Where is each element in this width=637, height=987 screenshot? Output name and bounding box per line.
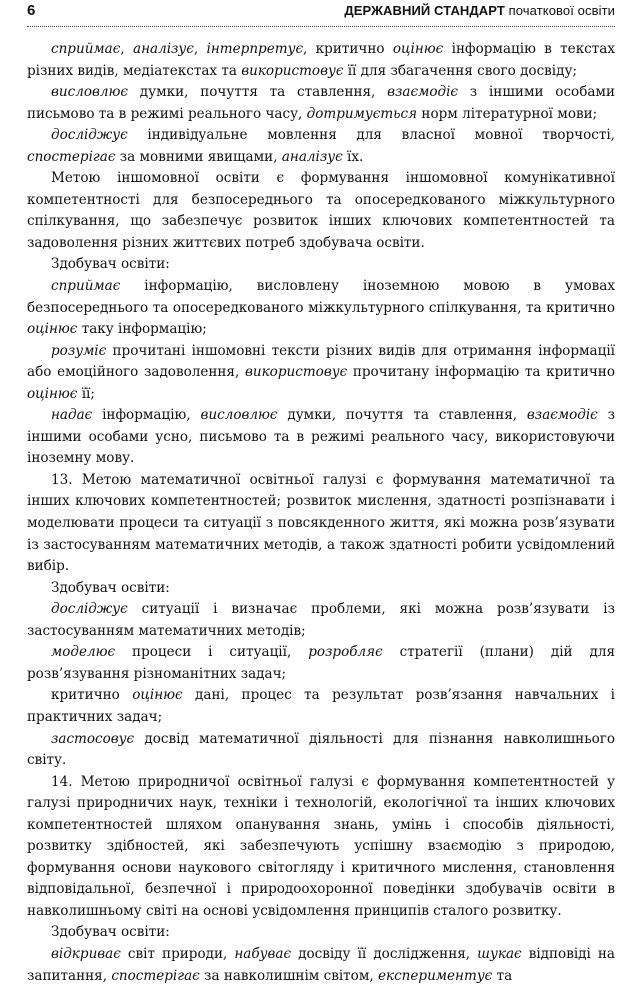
paragraph — [27, 254, 615, 276]
paragraph — [27, 922, 615, 944]
paragraph — [27, 341, 615, 406]
text-run: за навколишнім світом, — [199, 967, 378, 984]
text-run: норм літературної мови; — [417, 105, 598, 122]
body-text — [27, 39, 615, 987]
emphasis-verb: відкриває — [51, 945, 121, 962]
text-run: , — [193, 41, 207, 57]
page-header — [27, 0, 615, 24]
running-head-subtitle: початкової освіти — [508, 3, 615, 18]
text-run: індивідуальне мовлення для власної мовної творчості, — [127, 127, 615, 144]
page-number: 6 — [27, 2, 36, 19]
text-run: відповіді на запитання, — [27, 945, 616, 984]
paragraph — [27, 729, 615, 772]
header-rule — [27, 26, 615, 27]
emphasis-verb: досліджує — [51, 127, 128, 144]
paragraph — [27, 685, 615, 728]
emphasis-verb: взаємодіє — [526, 407, 598, 424]
running-head — [344, 3, 615, 18]
text-run: , — [120, 41, 133, 57]
paragraph — [27, 599, 615, 642]
text-run: їх. — [342, 148, 364, 165]
text-run: Здобувач освіти: — [51, 579, 170, 596]
emphasis-verb: спостерігає — [27, 148, 116, 165]
paragraph — [27, 168, 615, 254]
emphasis-verb: використовує — [244, 364, 348, 381]
text-run: та — [492, 967, 513, 984]
emphasis-verb: експериментує — [377, 967, 493, 984]
text-run: думки, почуття та ставлення, — [277, 407, 527, 424]
emphasis-verb: застосовує — [51, 730, 135, 747]
paragraph — [27, 125, 615, 168]
text-run: Метою іншомовної освіти є формування іншомовної комунікативної компетентності для безпосереднього та опосередкованого міжкультурного спілкування, що забезпечує розвиток інших ключових компетентностей та задоволення різних життєвих потреб здобувача освіти. — [27, 170, 615, 251]
text-run: процеси і ситуації, — [115, 644, 309, 661]
text-run: думки, почуття та ставлення, — [128, 84, 388, 101]
text-run: критично — [51, 687, 133, 704]
text-run: ситуації і визначає проблеми, які можна розв’язувати із застосуванням математичних методів; — [27, 601, 615, 639]
paragraph — [27, 944, 615, 987]
paragraph — [27, 578, 615, 600]
text-run: прочитані іншомовні тексти різних видів для отримання інформації або емоційного задоволення, — [27, 342, 615, 381]
emphasis-verb: спостерігає — [111, 967, 200, 984]
emphasis-verb: надає — [51, 407, 93, 424]
paragraph — [27, 39, 615, 82]
text-run: інформацію, — [92, 407, 201, 424]
text-run: за мовними явищами, — [115, 148, 282, 165]
text-run: таку інформацію; — [77, 321, 207, 338]
text-run: , критично — [303, 41, 393, 57]
text-run: 14. Метою природничої освітньої галузі є формування компетентностей у галузі природничих наук, техніки і технологій, екологічної та інших ключових компетентностей шляхом опанування знань, умінь і способів діяльності, розвитку здібностей, які забезпечують успішну взаємодію з природою, формування основи наукового світогляду і критичного мислення, становлення відповідальної, безпечної і природоохоронної поведінки здобувачів освіти в навколишньому світі на основі усвідомлення принципів сталого розвитку. — [27, 773, 615, 919]
text-run: її; — [77, 385, 95, 402]
emphasis-verb: розуміє — [51, 342, 107, 359]
paragraph — [27, 405, 615, 470]
text-run: 13. Метою математичної освітньої галузі є формування математичної та інших ключових компетентностей; розвиток мислення, здатності розпізнавати і моделювати процеси та ситуації з повсякденного життя, які можна розв’язувати із застосуванням математичних методів, а також здатності робити усвідомлений вибір. — [27, 471, 615, 575]
text-run: досвід математичної діяльності для пізнання навколишнього світу. — [27, 730, 615, 769]
emphasis-verb: оцінює — [27, 385, 78, 402]
paragraph — [27, 82, 615, 125]
emphasis-verb: оцінює — [27, 321, 78, 338]
text-run: з іншими особами усно, письмово та в режимі реального часу, використовуючи іноземну мову. — [27, 407, 615, 467]
paragraph — [27, 470, 615, 578]
emphasis-verb: аналізує — [281, 148, 343, 165]
emphasis-verb: висловлює — [200, 407, 278, 424]
emphasis-verb: взаємодіє — [387, 84, 458, 101]
emphasis-verb: оцінює — [392, 41, 444, 57]
paragraph — [27, 642, 615, 685]
text-run: інформацію, висловлену іноземною мовою в умовах безпосереднього та опосередкованого міжкультурного спілкування, та критично — [27, 278, 615, 316]
text-run: прочитану інформацію та критично — [347, 364, 615, 381]
text-run: дані, процес та результат розв’язання навчальних і практичних задач; — [27, 687, 616, 725]
text-run: Здобувач освіти: — [51, 924, 170, 941]
emphasis-verb: набуває — [234, 945, 292, 962]
text-run: Здобувач освіти: — [51, 256, 170, 273]
text-run: стратегії (плани) дій для розв’язування різноманітних задач; — [27, 644, 615, 682]
emphasis-verb: аналізує — [133, 41, 194, 57]
emphasis-verb: сприймає — [51, 278, 121, 295]
text-run: досвіду її дослідження, — [291, 945, 478, 962]
emphasis-verb: розробляє — [308, 644, 383, 661]
emphasis-verb: інтерпретує — [206, 41, 304, 57]
emphasis-verb: досліджує — [51, 601, 128, 618]
emphasis-verb: висловлює — [51, 84, 129, 101]
text-run: світ природи, — [120, 945, 235, 962]
running-head-title: ДЕРЖАВНИЙ СТАНДАРТ — [344, 3, 505, 18]
emphasis-verb: моделює — [51, 644, 116, 661]
emphasis-verb: оцінює — [132, 687, 183, 704]
text-run: інформацію в текстах різних видів, медіатекстах та — [27, 41, 615, 79]
emphasis-verb: сприймає — [51, 41, 121, 57]
emphasis-verb: використовує — [241, 62, 344, 79]
text-run: її для збагачення свого досвіду; — [343, 62, 578, 79]
emphasis-verb: шукає — [477, 945, 522, 962]
paragraph — [27, 276, 615, 341]
text-run: з іншими особами письмово та в режимі реального часу, — [27, 84, 616, 122]
emphasis-verb: дотримується — [306, 105, 418, 122]
paragraph — [27, 772, 615, 923]
